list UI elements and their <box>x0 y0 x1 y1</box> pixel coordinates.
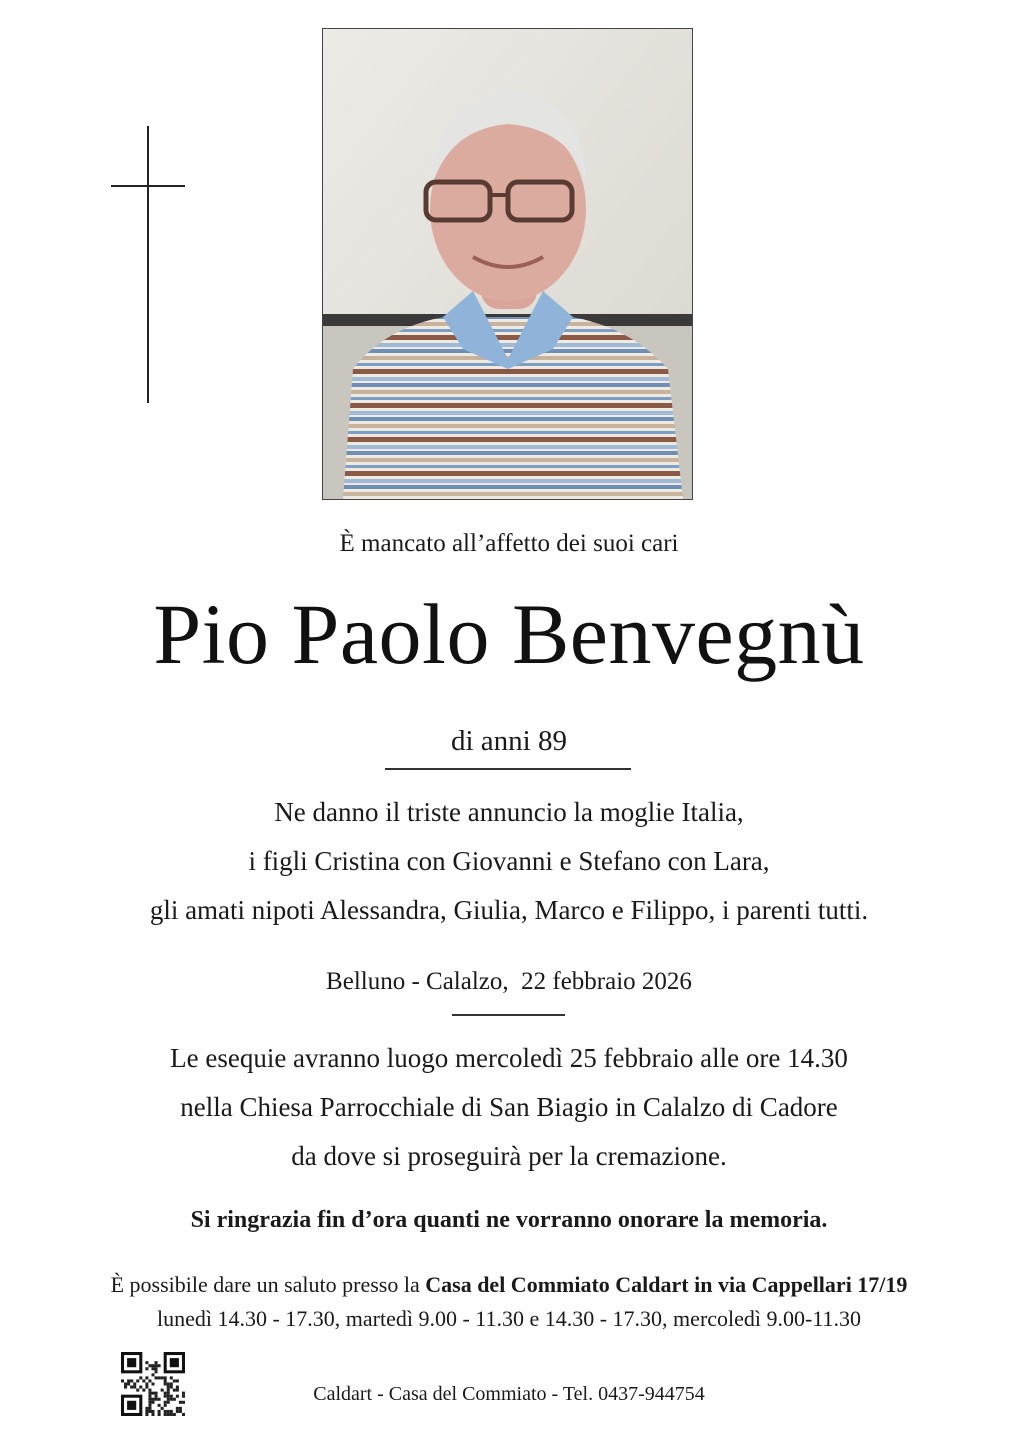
family-line: Ne danno il triste annuncio la moglie Italia, <box>274 797 744 827</box>
intro-text: È mancato all’affetto dei suoi cari <box>339 530 679 557</box>
visit-place: Casa del Commiato Caldart in via Cappellari 17/19 <box>425 1272 908 1297</box>
footer-contact: Caldart - Casa del Commiato - Tel. 0437-944754 <box>313 1383 705 1405</box>
thanks-text: Si ringrazia fin d’ora quanti ne vorranno onorare la memoria. <box>190 1207 828 1233</box>
divider <box>385 768 631 770</box>
visit-info <box>0 1272 1018 1298</box>
visiting-hours: lunedì 14.30 - 17.30, martedì 9.00 - 11.30 e 14.30 - 17.30, mercoledì 9.00-11.30 <box>156 1306 862 1331</box>
deceased-name: Pio Paolo Benvegnù <box>153 586 865 682</box>
portrait-photo <box>322 28 693 500</box>
place-date: Belluno - Calalzo, 22 febbraio 2026 <box>326 968 692 995</box>
family-line: gli amati nipoti Alessandra, Giulia, Marco e Filippo, i parenti tutti. <box>149 895 869 925</box>
funeral-line: nella Chiesa Parrocchiale di San Biagio in Calalzo di Cadore <box>180 1092 838 1122</box>
funeral-line: Le esequie avranno luogo mercoledì 25 febbraio alle ore 14.30 <box>170 1043 848 1073</box>
funeral-line: da dove si proseguirà per la cremazione. <box>291 1141 727 1171</box>
cross-icon <box>111 126 185 403</box>
visit-prefix: È possibile dare un saluto presso la <box>110 1272 426 1297</box>
family-line: i figli Cristina con Giovanni e Stefano con Lara, <box>248 846 770 876</box>
divider <box>452 1014 565 1016</box>
age-text: di anni 89 <box>451 725 567 757</box>
